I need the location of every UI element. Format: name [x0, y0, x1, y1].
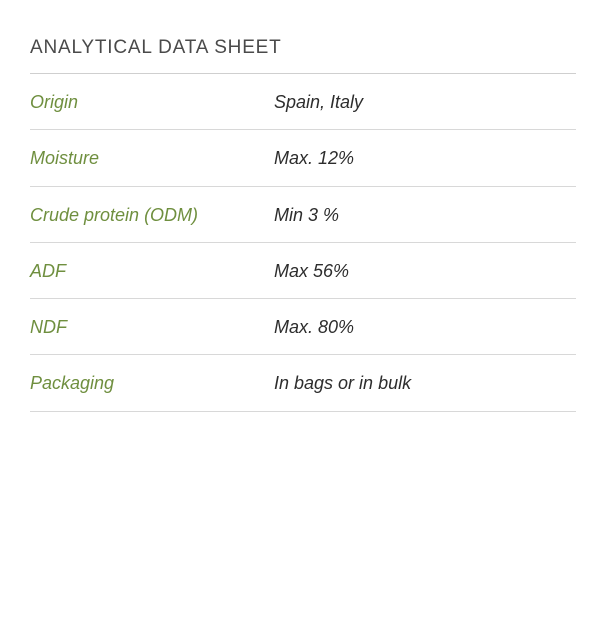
spec-label: Crude protein (ODM)	[30, 204, 199, 225]
spec-label: Packaging	[30, 373, 115, 394]
spec-label: Moisture	[30, 148, 100, 169]
table-row	[30, 130, 576, 186]
analytical-data-sheet	[30, 0, 576, 412]
spec-value: Max. 80%	[274, 317, 355, 338]
spec-label: Origin	[30, 92, 79, 112]
table-row	[30, 355, 576, 411]
spec-label: NDF	[30, 317, 67, 338]
spec-value: In bags or in bulk	[274, 373, 412, 394]
spec-value: Spain, Italy	[274, 92, 364, 112]
table-row	[30, 186, 576, 242]
spec-label: ADF	[30, 260, 66, 281]
page-title: ANALYTICAL DATA SHEET	[30, 0, 576, 74]
table-row	[30, 242, 576, 298]
spec-value: Max 56%	[274, 260, 350, 281]
spec-value: Min 3 %	[274, 204, 340, 225]
spec-value: Max. 12%	[274, 148, 355, 169]
table-row	[30, 74, 576, 130]
specifications-table	[30, 74, 576, 412]
table-row	[30, 299, 576, 355]
